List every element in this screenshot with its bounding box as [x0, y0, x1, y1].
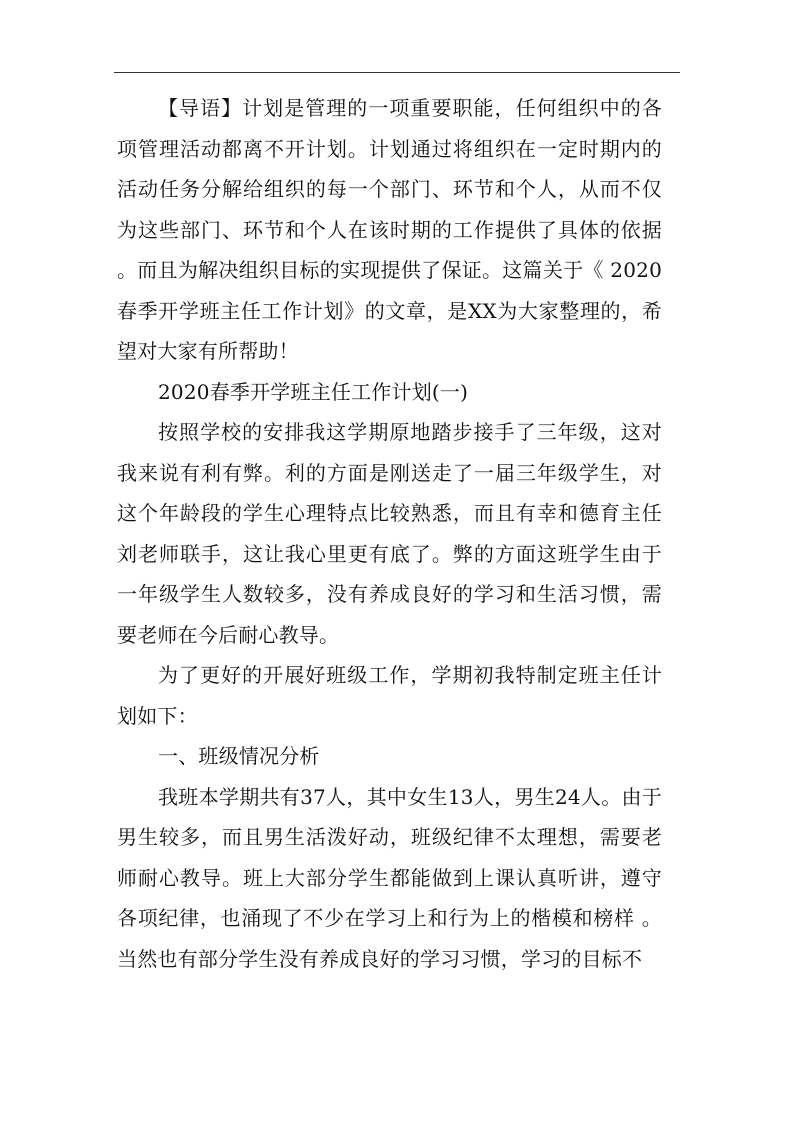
purpose-paragraph: 为了更好的开展好班级工作，学期初我特制定班主任计划如下： — [117, 663, 662, 728]
intro-paragraph: 【导语】计划是管理的一项重要职能，任何组织中的各项管理活动都离不开计划。计划通过将组织在一定时期内的活动任务分解给组织的每一个部门、环节和个人，从而不仅为这些部门、环节和个人在该时期的工作提供了具体的依据 。而且为解决组织目标的实现提供了保证。这篇关于《 2020春季开学班主任工作计划》的文章，是XX为大家整理的，希望对大家有所帮助！ — [117, 96, 662, 363]
plan-title: 2020春季开学班主任工作计划(一) — [158, 379, 469, 404]
section-heading-class-analysis: 一、班级情况分析 — [158, 744, 320, 768]
class-analysis-paragraph: 我班本学期共有37人，其中女生13人，男生24人。由于男生较多，而且男生活泼好动，班级纪律不太理想，需要老师耐心教导。班上大部分学生都能做到上课认真听讲，遵守各项纪律，也涌现了不少在学习上和行为上的楷模和榜样 。当然也有部分学生没有养成良好的学习习惯，学习的目标不 — [117, 784, 662, 971]
background-paragraph: 按照学校的安排我这学期原地踏步接手了三年级，这对我来说有利有弊。利的方面是刚送走了一届三年级学生，对这个年龄段的学生心理特点比较熟悉，而且有幸和德育主任刘老师联手，这让我心里更有底了。弊的方面这班学生由于一年级学生人数较多，没有养成良好的学习和生活习惯，需要老师在今后耐心教导。 — [117, 420, 662, 647]
header-rule — [114, 72, 680, 73]
document-body — [117, 88, 662, 979]
